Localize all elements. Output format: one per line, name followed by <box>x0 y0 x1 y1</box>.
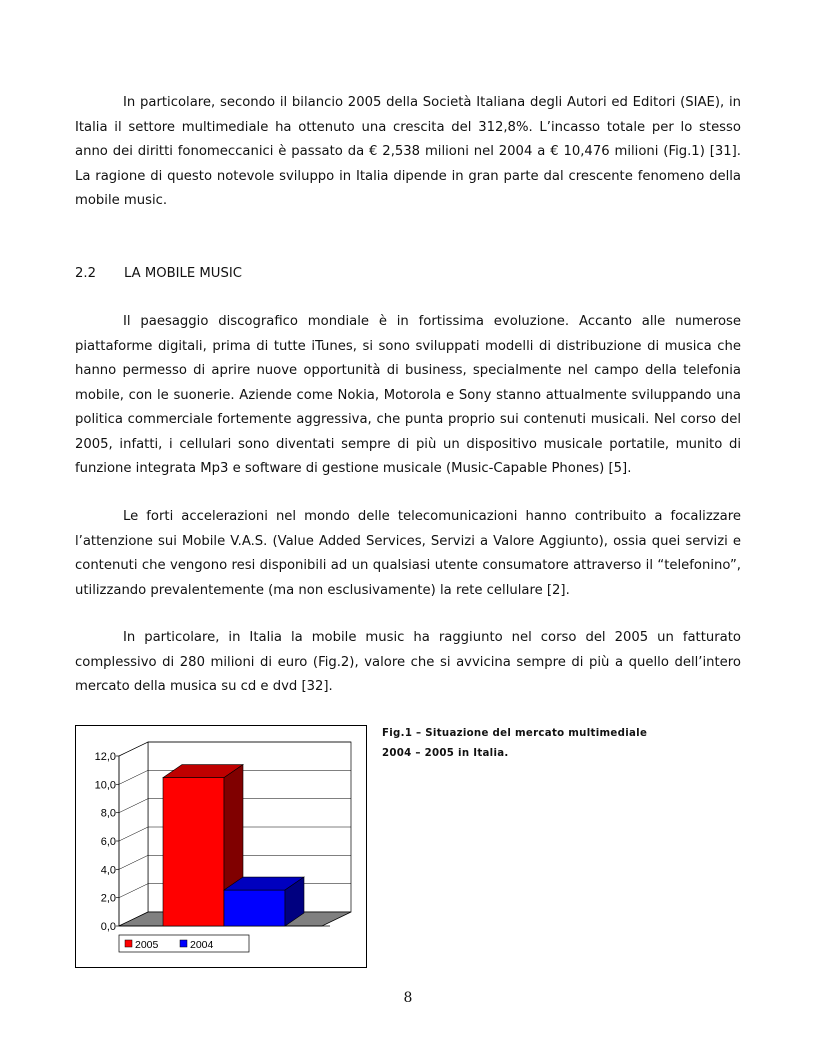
legend-label-2004: 2004 <box>190 939 214 951</box>
legend-swatch-2005 <box>125 940 132 947</box>
section-heading <box>75 262 242 286</box>
y-tick-label: 4,0 <box>100 864 116 877</box>
y-tick-label: 0,0 <box>100 921 116 933</box>
paragraph-siae: In particolare, secondo il bilancio 2005 della Società Italiana degli Autori ed Editori (SIAE), in Italia il settore multimediale ha ottenuto una crescita del 312,8%. L’incasso totale per lo stesso anno dei diritti fonomeccanici è passato da € 2,538 milioni nel 2004 a € 10,476 milioni (Fig.1) [31]. La ragione di questo notevole sviluppo in Italia dipende in gran parte dal crescente fenomeno della mobile music. <box>75 95 741 208</box>
y-tick-label: 12,0 <box>94 751 116 763</box>
caption-line-1: Fig.1 – Situazione del mercato multimediale <box>382 728 648 739</box>
paragraph-mobile-music: In particolare, in Italia la mobile music ha raggiunto nel corso del 2005 un fatturato complessivo di 280 milioni di euro (Fig.2), valore che si avvicina sempre di più a quello dell’intero mercato della musica su cd e dvd [32]. <box>75 630 741 694</box>
y-tick-label: 8,0 <box>100 807 116 820</box>
bar-2005-front <box>163 778 224 926</box>
paragraph-paesaggio: Il paesaggio discografico mondiale è in fortissima evoluzione. Accanto alle numerose piattaforme digitali, prima di tutte iTunes, si sono sviluppati modelli di distribuzione di musica che hanno permesso di aprire nuove opportunità di business, specialmente nel campo della telefonia mobile, con le suonerie. Aziende come Nokia, Motorola e Sony stanno attualmente sviluppando una politica commerciale fortemente aggressiva, che punta proprio sui contenuti musicali. Nel corso del 2005, infatti, i cellulari sono diventati sempre di più un dispositivo musicale portatile, munito di funzione integrata Mp3 e software di gestione musicale (Music-Capable Phones) [5]. <box>75 314 741 476</box>
page-number: 8 <box>403 990 413 1006</box>
caption-line-2: 2004 – 2005 in Italia. <box>382 748 509 759</box>
bar-chart <box>76 726 368 969</box>
y-tick-label: 2,0 <box>100 892 116 905</box>
legend-swatch-2004 <box>180 940 187 947</box>
y-tick-label: 6,0 <box>100 836 116 848</box>
chart-figure <box>75 725 367 968</box>
paragraph-accelerazioni: Le forti accelerazioni nel mondo delle telecomunicazioni hanno contribuito a focalizzare l’attenzione sui Mobile V.A.S. (Value Added Services, Servizi a Valore Aggiunto), ossia quei servizi e contenuti che vengono resi disponibili ad un qualsiasi utente consumatore attraverso il “telefonino”, utilizzando prevalentemente (ma non esclusivamente) la rete cellulare [2]. <box>75 509 741 598</box>
legend-label-2005: 2005 <box>135 939 159 951</box>
section-number: 2.2 <box>75 266 96 281</box>
bar-2004-front <box>224 890 285 926</box>
figure-caption <box>382 724 682 764</box>
y-tick-label: 10,0 <box>94 779 116 792</box>
section-title: LA MOBILE MUSIC <box>124 266 242 281</box>
